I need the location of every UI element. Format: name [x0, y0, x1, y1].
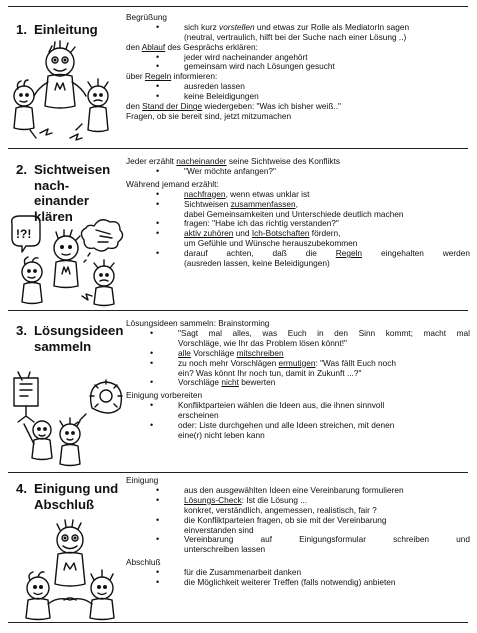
text-run: Vorschläge, wie Ihr das Problem lösen könnt!" — [178, 337, 347, 348]
text-run: die Möglichkeit weiterer Treffen (falls notwendig) anbieten — [184, 576, 396, 587]
bullet-item — [126, 249, 470, 259]
emphasized-term: nacheinander — [176, 156, 227, 166]
bullet-item — [126, 421, 470, 431]
bullet-item — [126, 516, 470, 526]
italic-term: vorstellen — [219, 21, 255, 32]
top-divider — [8, 6, 468, 7]
section-heading — [16, 481, 118, 512]
section-number: 3. — [16, 323, 27, 338]
bullet-item — [126, 378, 470, 388]
emphasized-term: Lösungs-Check — [184, 494, 242, 505]
bullet-item — [126, 359, 470, 369]
text-run: Sichtweisen — [184, 198, 231, 209]
bullet-continuation — [126, 259, 470, 269]
bullet-continuation — [126, 431, 470, 441]
subheading-line — [126, 112, 470, 122]
text-run: eingehalten werden — [362, 248, 470, 259]
section-number: 2. — [16, 162, 27, 177]
text-run: Konfliktparteien wählen die Ideen aus, die ihnen sinnvoll — [178, 400, 385, 411]
text-run: eine(r) nicht leben kann — [178, 429, 265, 440]
emphasized-term: Stand der Dinge — [142, 101, 203, 112]
emphasized-term: Regeln — [144, 71, 172, 82]
text-run: um Gefühle und Wünsche herauszubekommen — [184, 238, 358, 249]
text-run: Einigung — [126, 475, 159, 485]
section-body — [126, 319, 470, 441]
text-run: Jeder erzählt — [126, 156, 177, 166]
text-run: Vorschläge — [190, 347, 237, 358]
text-run: "Sagt mal alles, was Euch in den Sinn kommt; macht mal — [178, 327, 470, 338]
emphasized-term: alle — [178, 347, 191, 358]
section-number: 1. — [16, 22, 27, 37]
text-run: den — [126, 41, 142, 52]
text-run: Einigung vorbereiten — [126, 390, 203, 401]
text-run: einverstanden sind — [184, 524, 254, 535]
emphasized-term: nicht — [221, 377, 239, 388]
text-run: Fragen, ob sie bereit sind, jetzt mitzumachen — [126, 110, 292, 121]
text-run: und etwas zur Rolle als MediatorIn sagen — [254, 21, 410, 32]
subheading-line — [126, 72, 470, 82]
text-run: die Konfliktparteien fragen, ob sie mit der Vereinbarung — [184, 514, 387, 525]
text-run: seine Sichtweise des Konflikts — [226, 156, 341, 166]
text-run: konkret, verständlich, angemessen, realistisch, fair ? — [184, 504, 377, 515]
text-run: den — [126, 101, 143, 112]
bullet-item — [126, 578, 470, 588]
section-heading — [16, 22, 98, 38]
text-run: : Ist die Lösung ... — [241, 494, 308, 505]
text-run: Begrüßung — [126, 12, 168, 22]
cartoon-three-people-intro — [10, 38, 122, 146]
text-run: informieren: — [171, 71, 218, 82]
text-run: "Wer möchte anfangen?" — [184, 165, 276, 176]
text-run: des Gesprächs erklären: — [165, 41, 258, 52]
emphasized-term: aktiv zuhören — [184, 228, 234, 239]
emphasized-term: nachfragen — [184, 188, 226, 199]
text-run: keine Beleidigungen — [184, 91, 259, 102]
text-run: Vereinbarung auf Einigungsformular schreiben und — [184, 534, 470, 545]
text-run: : "Was fällt Euch noch — [315, 357, 397, 368]
text-run: Vorschläge — [178, 377, 222, 388]
text-run: fördern, — [309, 228, 341, 239]
bullet-item — [126, 401, 470, 411]
cartoon-people-speech-bubbles — [8, 214, 126, 308]
bullet-item — [126, 23, 470, 33]
text-run: bewerten — [238, 377, 276, 388]
text-run: oder: Liste durchgehen und alle Ideen streichen, mit denen — [178, 419, 395, 430]
bullet-item — [126, 190, 470, 200]
bullet-item — [126, 167, 470, 177]
text-run: fragen: "Habe ich das richtig verstanden?" — [184, 218, 339, 229]
section-heading — [16, 323, 123, 354]
text-run: ausreden lassen — [184, 81, 245, 92]
svg-text:!?!: !?! — [16, 227, 32, 241]
section-title-line: Lösungsideen — [34, 323, 124, 338]
section-title-line: klären — [34, 208, 73, 224]
bullet-item — [126, 535, 470, 545]
emphasized-term: zusammenfassen — [230, 198, 296, 209]
section-divider — [8, 310, 468, 311]
section-title-line: Abschluß — [34, 496, 95, 512]
text-run: zu noch mehr Vorschlägen — [178, 357, 279, 368]
text-run: , — [295, 198, 298, 209]
section-body — [126, 13, 470, 122]
text-run: aus den ausgewählten Ideen eine Vereinbarung formulieren — [184, 484, 404, 495]
text-run: darauf achten, daß die — [184, 248, 336, 259]
bullet-item — [126, 229, 470, 239]
section-body — [126, 476, 470, 588]
bullet-item — [126, 92, 470, 102]
text-run: und — [233, 228, 252, 239]
bullet-item — [126, 62, 470, 72]
bullet-continuation — [126, 545, 470, 555]
text-run: dabei Gemeinsamkeiten und Unterschiede deutlich machen — [184, 208, 404, 219]
subheading-line — [126, 157, 470, 167]
emphasized-term: Regeln — [335, 248, 363, 259]
emphasized-term: Ich-Botschaften — [251, 228, 310, 239]
cartoon-agreement-handshake — [18, 514, 122, 622]
text-run: Während jemand erzählt: — [126, 178, 219, 189]
section-title-line: Einigung und — [34, 481, 119, 496]
bullet-item — [126, 82, 470, 92]
cartoon-brainstorming-ideas — [8, 370, 126, 470]
bottom-divider — [8, 622, 468, 623]
section-title-line: nach- — [34, 177, 70, 193]
section-divider — [8, 148, 468, 149]
section-number: 4. — [16, 481, 27, 496]
emphasized-term: mitschreiben — [236, 347, 284, 358]
text-run: wiedergeben: "Was ich bisher weiß.." — [202, 101, 341, 112]
bullet-item — [126, 329, 470, 339]
section-title-line: sammeln — [34, 338, 92, 354]
bullet-item — [126, 200, 470, 210]
text-run: Lösungsideen sammeln: Brainstorming — [126, 318, 270, 328]
section-title-line: Einleitung — [34, 22, 98, 37]
text-run: (ausreden lassen, keine Beleidigungen) — [184, 258, 330, 268]
emphasized-term: ermutigen — [278, 357, 316, 368]
text-run: sich kurz — [184, 21, 220, 32]
text-run: unterschreiben lassen — [184, 544, 266, 555]
text-run: gemeinsam wird nach Lösungen gesucht — [184, 61, 335, 72]
text-run: jeder wird nacheinander angehört — [184, 51, 308, 62]
text-run: über — [126, 71, 145, 82]
section-title-line: einander — [34, 193, 89, 208]
section-divider — [8, 472, 468, 473]
section-title-line: Sichtweisen — [34, 162, 111, 177]
bullet-item — [126, 496, 470, 506]
text-run: erscheinen — [178, 410, 219, 421]
text-run: Abschluß — [126, 557, 161, 568]
text-run: ein? Was könnt Ihr noch tun, damit in Zukunft ...?" — [178, 367, 362, 378]
section-body — [126, 157, 470, 269]
emphasized-term: Ablauf — [141, 41, 166, 52]
text-run: , wenn etwas unklar ist — [225, 188, 310, 199]
text-run: (neutral, vertraulich, hilft bei der Suche nach einer Lösung ..) — [184, 31, 407, 42]
text-run: für die Zusammenarbeit danken — [184, 567, 302, 578]
